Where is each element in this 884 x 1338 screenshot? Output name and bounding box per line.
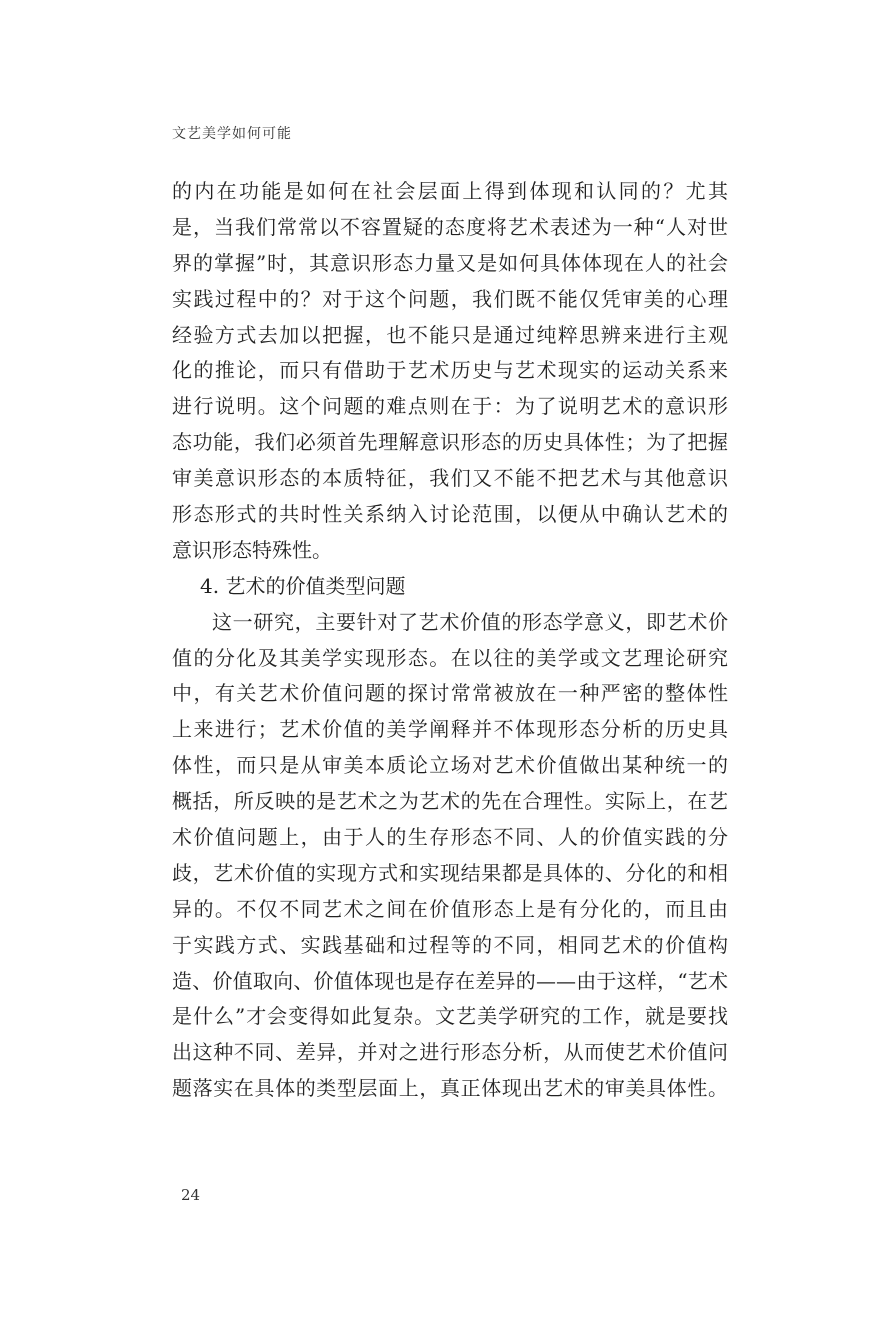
text-line: 态功能，我们必须首先理解意识形态的历史具体性；为了把握 xyxy=(172,430,728,455)
text-line: 进行说明。这个问题的难点则在于：为了说明艺术的意识形 xyxy=(172,394,728,419)
text-line: 体性，而只是从审美本质论立场对艺术价值做出某种统一的 xyxy=(172,753,728,778)
text-line: 异的。不仅不同艺术之间在价值形态上是有分化的，而且由 xyxy=(172,896,728,921)
text-line: 题落实在具体的类型层面上，真正体现出艺术的审美具体性。 xyxy=(172,1076,728,1101)
page-number: 24 xyxy=(181,1186,201,1204)
text-line: 是，当我们常常以不容置疑的态度将艺术表述为一种“人对世 xyxy=(172,214,728,239)
text-line: 歧，艺术价值的实现方式和实现结果都是具体的、分化的和相 xyxy=(172,860,728,885)
text-line: 概括，所反映的是艺术之为艺术的先在合理性。实际上，在艺 xyxy=(172,789,728,814)
text-line: 这一研究，主要针对了艺术价值的形态学意义，即艺术价 xyxy=(212,609,728,634)
text-line: 值的分化及其美学实现形态。在以往的美学或文艺理论研究 xyxy=(172,645,728,670)
text-line: 化的推论，而只有借助于艺术历史与艺术现实的运动关系来 xyxy=(172,358,728,383)
section-heading: 4. 艺术的价值类型问题 xyxy=(200,573,406,598)
text-line: 中，有关艺术价值问题的探讨常常被放在一种严密的整体性 xyxy=(172,681,728,706)
running-head-title: 文艺美学如何可能 xyxy=(172,126,292,142)
text-line: 是什么”才会变得如此复杂。文艺美学研究的工作，就是要找 xyxy=(172,1004,728,1029)
text-line: 经验方式去加以把握，也不能只是通过纯粹思辨来进行主观 xyxy=(172,322,728,347)
text-line: 的内在功能是如何在社会层面上得到体现和认同的？尤其 xyxy=(172,179,728,203)
text-line: 界的掌握”时，其意识形态力量又是如何具体体现在人的社会 xyxy=(172,250,728,275)
text-line: 造、价值取向、价值体现也是存在差异的——由于这样，“艺术 xyxy=(172,968,728,993)
text-line: 上来进行；艺术价值的美学阐释并不体现形态分析的历史具 xyxy=(172,717,728,742)
text-line: 意识形态特殊性。 xyxy=(172,537,332,562)
body-text xyxy=(172,174,728,1107)
text-line: 形态形式的共时性关系纳入讨论范围，以便从中确认艺术的 xyxy=(172,502,728,527)
text-line: 实践过程中的？对于这个问题，我们既不能仅凭审美的心理 xyxy=(172,286,728,311)
text-line: 审美意识形态的本质特征，我们又不能不把艺术与其他意识 xyxy=(172,466,728,491)
text-line: 出这种不同、差异，并对之进行形态分析，从而使艺术价值问 xyxy=(172,1040,728,1065)
text-line: 于实践方式、实践基础和过程等的不同，相同艺术的价值构 xyxy=(172,932,728,957)
text-line: 术价值问题上，由于人的生存形态不同、人的价值实践的分 xyxy=(172,825,728,850)
